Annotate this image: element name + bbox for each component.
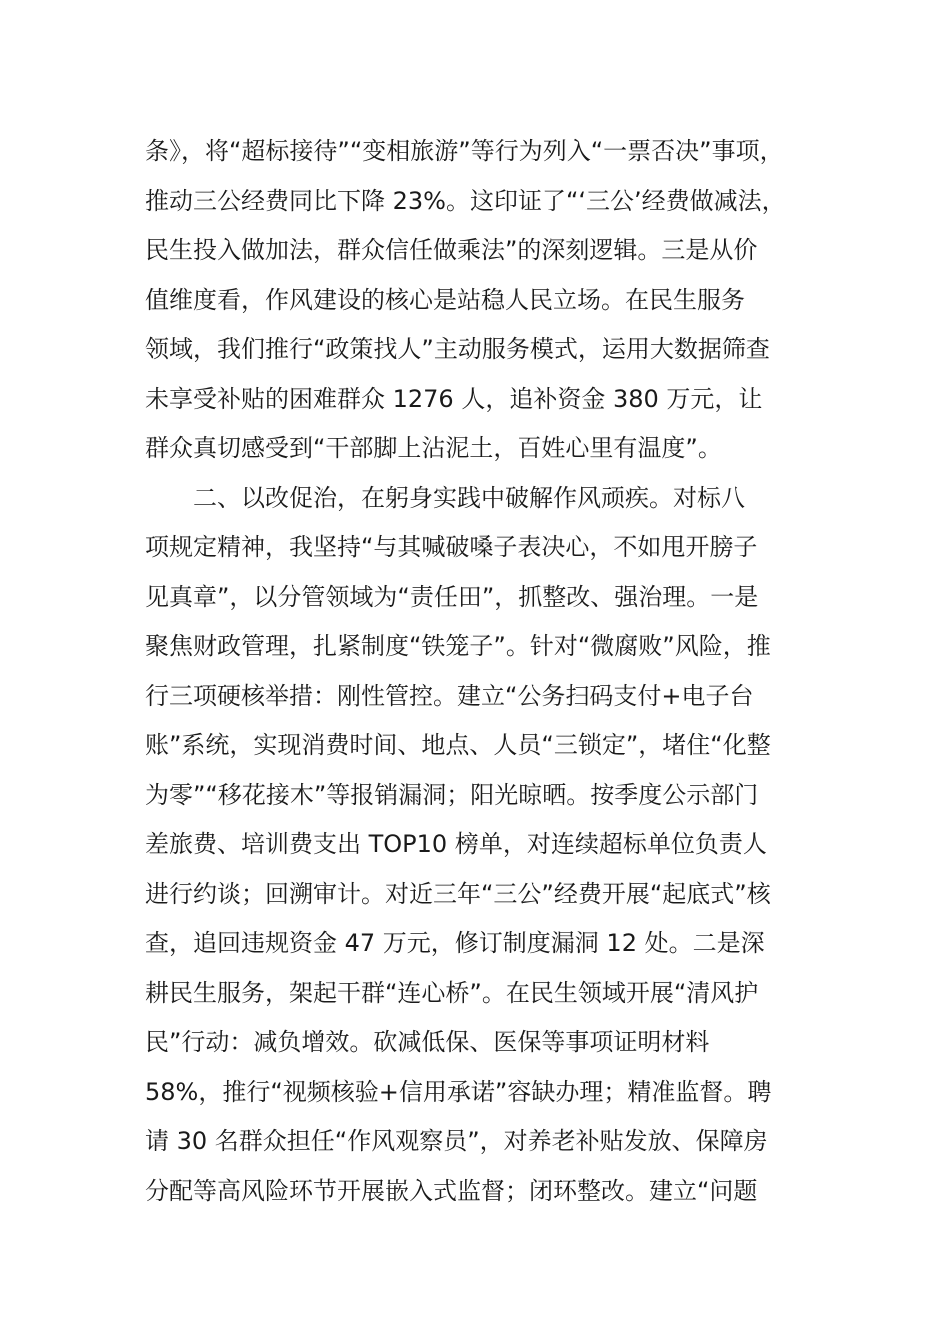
text-line: 推动三公经费同比下降 23%。这印证了“‘三公’经费做减法， [145, 186, 786, 215]
text-line: 账”系统，实现消费时间、地点、人员“三锁定”，堵住“化整 [145, 731, 771, 759]
text-line: 群众真切感受到“干部脚上沾泥土，百姓心里有温度”。 [145, 434, 722, 462]
text-line: 请 30 名群众担任“作风观察员”，对养老补贴发放、保障房 [145, 1127, 768, 1155]
text-line: 民”行动：减负增效。砍减低保、医保等事项证明材料 [145, 1028, 710, 1056]
text-line: 查，追回违规资金 47 万元，修订制度漏洞 12 处。二是深 [145, 929, 765, 957]
text-line: 见真章”，以分管领域为“责任田”，抓整改、强治理。一是 [145, 582, 759, 611]
text-line: 为零”“移花接木”等报销漏洞；阳光晾晒。按季度公示部门 [145, 780, 759, 809]
text-line: 民生投入做加法，群众信任做乘法”的深刻逻辑。三是从价 [145, 236, 758, 264]
section-heading-line: 二、以改促治，在躬身实践中破解作风顽疾。对标八 [193, 483, 745, 512]
text-line: 项规定精神，我坚持“与其喊破嗓子表决心，不如甩开膀子 [145, 533, 758, 561]
text-line: 未享受补贴的困难群众 1276 人，追补资金 380 万元，让 [145, 384, 763, 413]
text-line: 58%，推行“视频核验+信用承诺”容缺办理；精准监督。聘 [145, 1077, 772, 1106]
text-line: 分配等高风险环节开展嵌入式监督；闭环整改。建立“问题 [145, 1176, 758, 1205]
text-line: 进行约谈；回溯审计。对近三年“三公”经费开展“起底式”核 [145, 879, 771, 908]
text-line: 值维度看，作风建设的核心是站稳人民立场。在民生服务 [145, 285, 745, 314]
text-line: 行三项硬核举措：刚性管控。建立“公务扫码支付+电子台 [145, 681, 754, 710]
body-text [145, 127, 845, 1216]
text-line: 领域，我们推行“政策找人”主动服务模式，运用大数据筛查 [145, 335, 770, 363]
text-line: 条》，将“超标接待”“变相旅游”等行为列入“一票否决”事项， [145, 137, 784, 165]
text-line: 差旅费、培训费支出 TOP10 榜单，对连续超标单位负责人 [145, 830, 767, 858]
text-line: 聚焦财政管理，扎紧制度“铁笼子”。针对“微腐败”风险，推 [145, 632, 771, 660]
text-line: 耕民生服务，架起干群“连心桥”。在民生领域开展“清风护 [145, 978, 759, 1007]
